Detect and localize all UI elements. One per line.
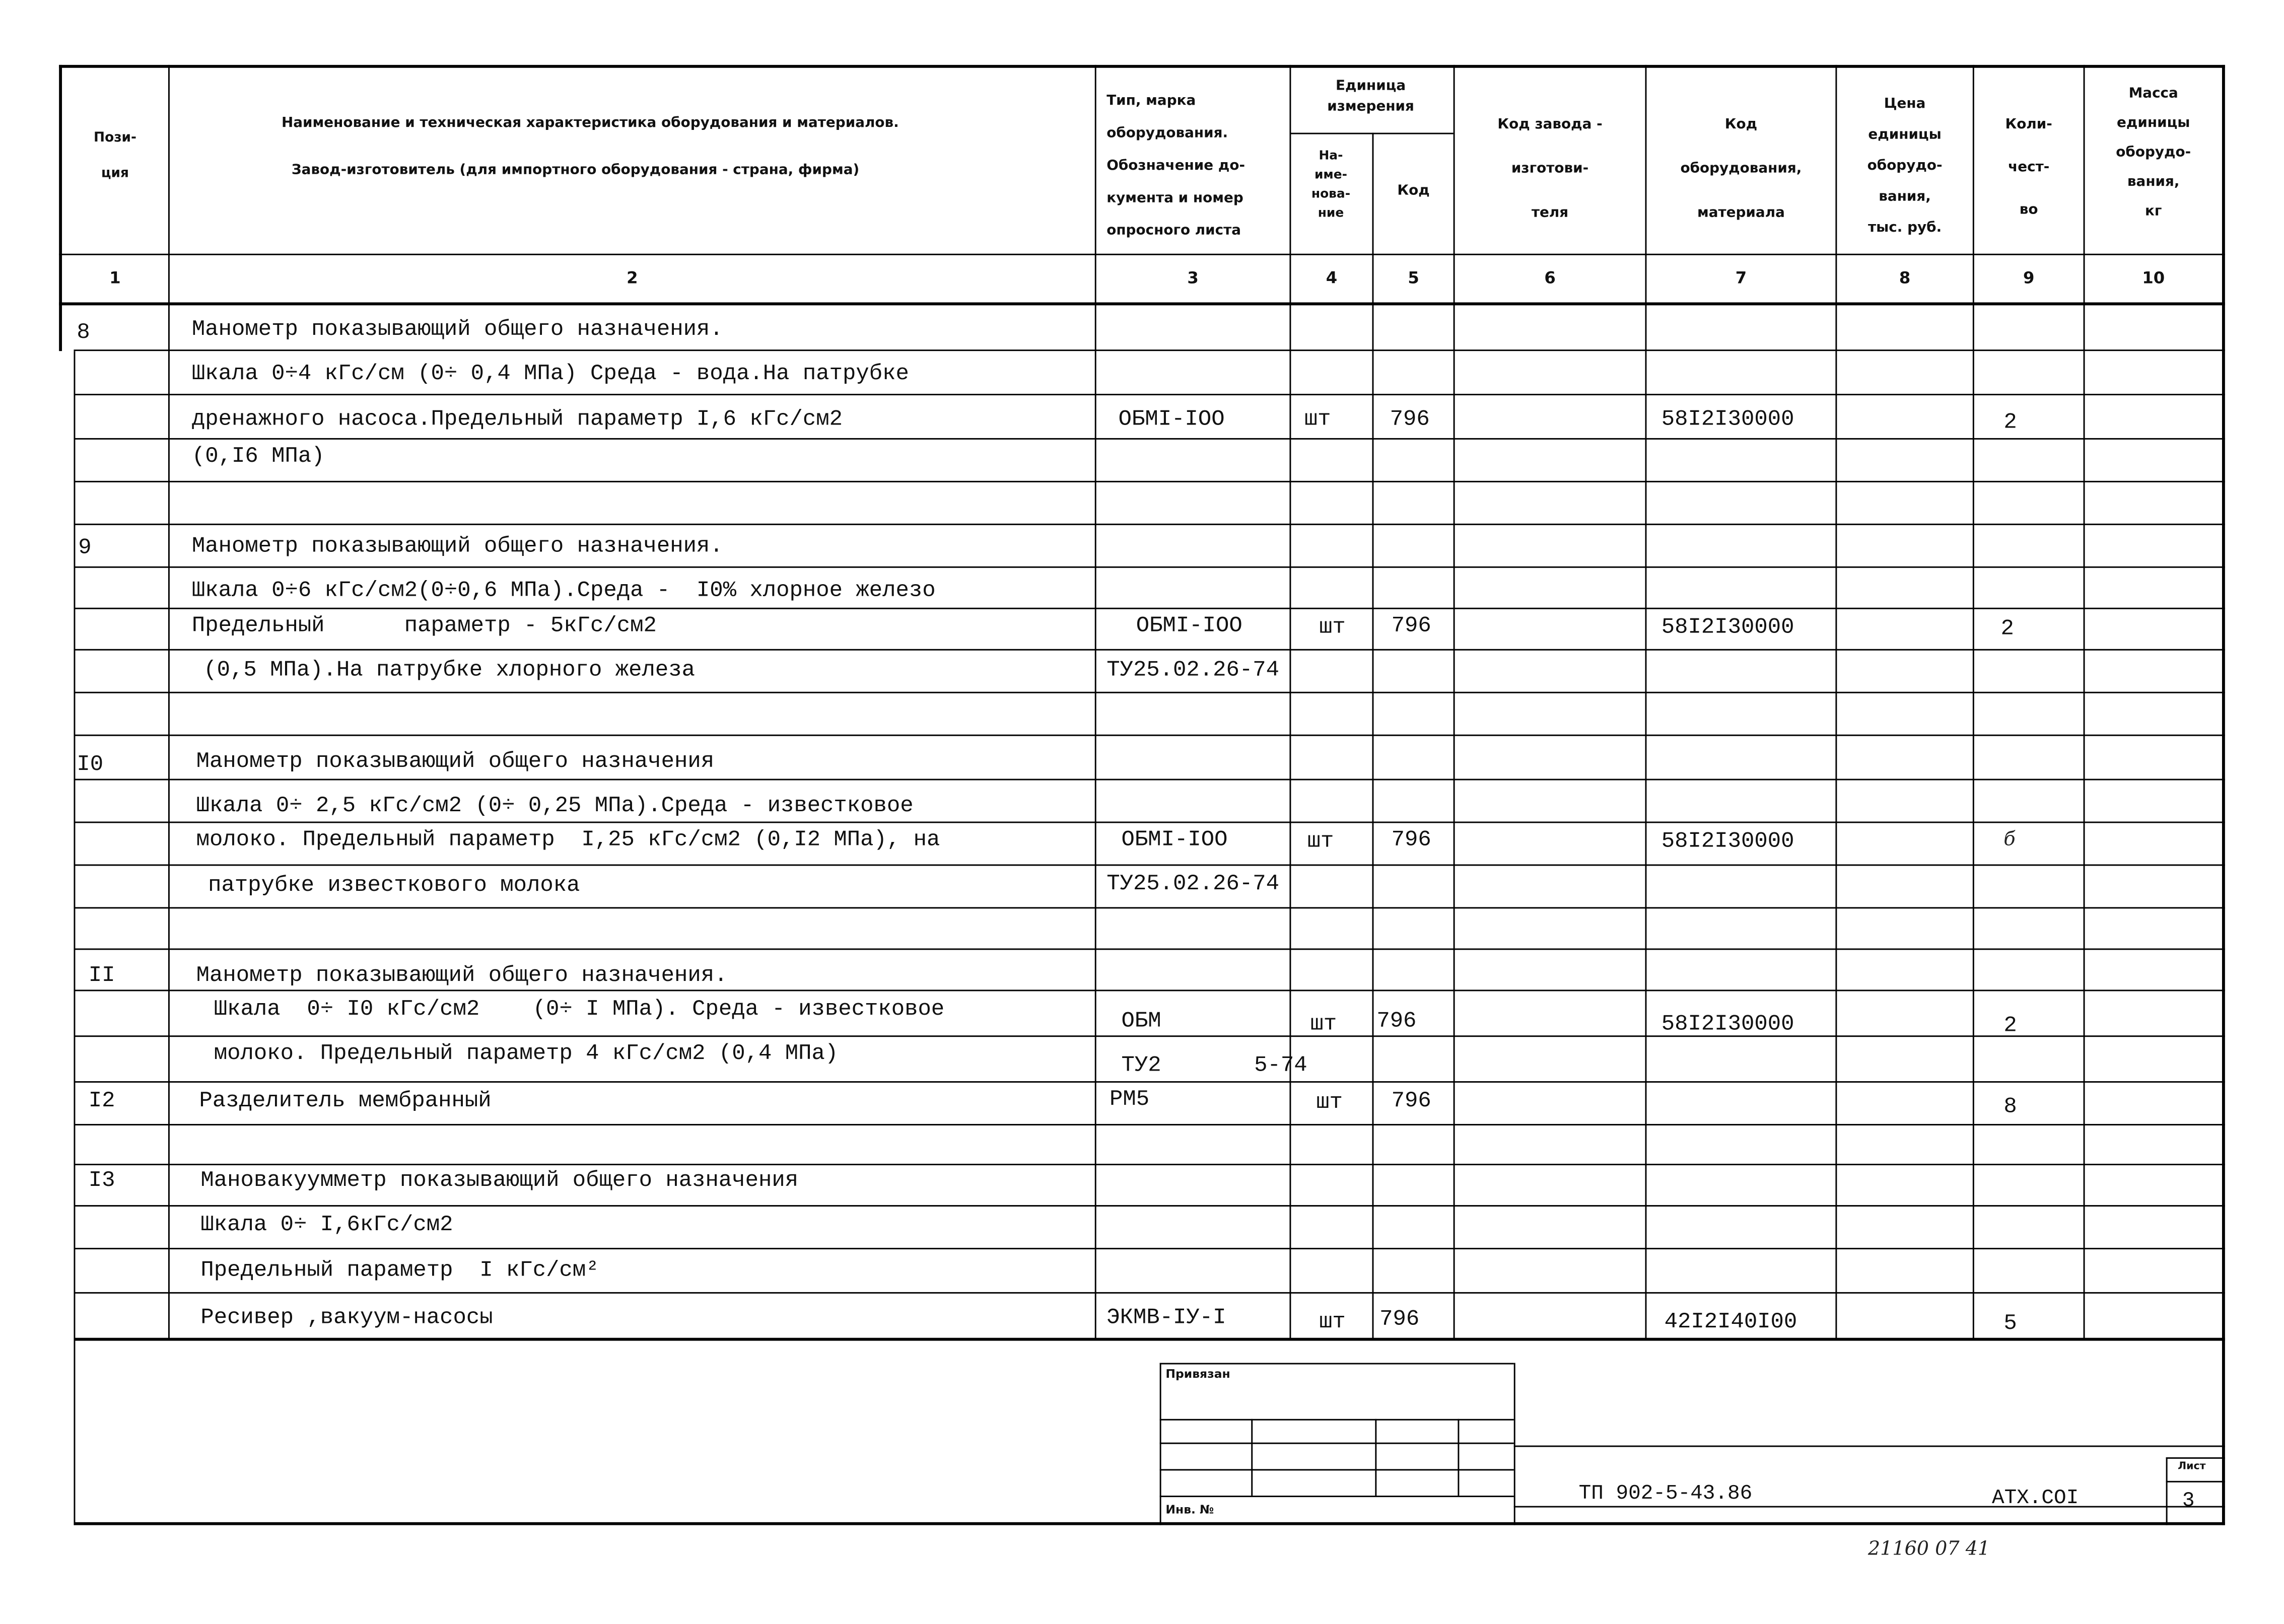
sheet-label: Лист bbox=[2178, 1460, 2206, 1472]
item-document: ТУ25.02.26-74 bbox=[1106, 658, 1280, 683]
item-type: ЭКМВ-IУ-I bbox=[1106, 1305, 1226, 1331]
project-number: ТП 902-5-43.86 bbox=[1578, 1482, 1753, 1506]
item-description: (0,5 МПа).На патрубке хлорного железа bbox=[203, 658, 696, 683]
colnum: 3 bbox=[1187, 268, 1199, 288]
position-number: 8 bbox=[77, 320, 90, 345]
position-number: I2 bbox=[88, 1088, 115, 1114]
sheet-number: 3 bbox=[2182, 1490, 2195, 1514]
item-description: Манометр показывающий общего назначения. bbox=[196, 963, 728, 988]
item-unit: шт bbox=[1304, 407, 1331, 433]
item-description: Ресивер ,вакуум-насосы bbox=[200, 1305, 493, 1331]
item-type: ОБМI-IОО bbox=[1121, 827, 1228, 853]
item-quantity: 2 bbox=[2003, 410, 2017, 436]
item-description: Шкала 0÷6 кГс/см2(0÷0,6 МПа).Среда - I0% хлорное железо bbox=[191, 578, 936, 604]
colnum: 6 bbox=[1544, 268, 1556, 288]
header-name-line1: Наименование и техническая характеристика оборудования и материалов. bbox=[281, 115, 899, 131]
header-quantity: Коли- чест- во bbox=[2005, 116, 2052, 219]
item-quantity: 2 bbox=[2003, 1013, 2017, 1039]
colnum: 10 bbox=[2142, 268, 2165, 288]
header-equipment-code: Код оборудования, материала bbox=[1680, 116, 1802, 222]
colnum: 8 bbox=[1899, 268, 1911, 288]
position-number: II bbox=[88, 963, 115, 988]
position-number: I0 bbox=[77, 752, 104, 778]
item-description: Мановакуумметр показывающий общего назначения bbox=[200, 1168, 799, 1193]
item-unit-code: 796 bbox=[1390, 407, 1430, 433]
item-description: молоко. Предельный параметр 4 кГс/см2 (0,4 МПа) bbox=[214, 1041, 839, 1067]
header-unit-code: Код bbox=[1397, 183, 1430, 199]
item-type: ОБМI-IОО bbox=[1136, 613, 1242, 639]
colnum: 9 bbox=[2023, 268, 2035, 288]
sheet-code: АТХ.СОI bbox=[1991, 1487, 2079, 1511]
position-number: 9 bbox=[78, 535, 92, 561]
item-description: Шкала 0÷4 кГс/см (0÷ 0,4 МПа) Среда - вода.На патрубке bbox=[191, 361, 909, 387]
item-quantity: 5 bbox=[2003, 1311, 2017, 1336]
stamp-bound-label: Привязан bbox=[1165, 1367, 1230, 1381]
item-description: Манометр показывающий общего назначения. bbox=[191, 534, 723, 559]
colnum: 7 bbox=[1735, 268, 1747, 288]
item-description: дренажного насоса.Предельный параметр I,6 кГс/см2 bbox=[191, 407, 843, 433]
item-type: РМ5 bbox=[1110, 1087, 1150, 1112]
item-unit: шт bbox=[1319, 615, 1346, 641]
item-description: Манометр показывающий общего назначения. bbox=[191, 317, 723, 342]
colnum: 2 bbox=[627, 268, 638, 288]
item-unit-code: 796 bbox=[1376, 1009, 1417, 1034]
item-description: Предельный параметр I кГс/см² bbox=[200, 1258, 599, 1284]
header-mass: Масса единицы оборудо- вания, кг bbox=[2116, 85, 2191, 220]
item-unit: шт bbox=[1316, 1090, 1343, 1115]
position-number: I3 bbox=[88, 1168, 115, 1193]
item-quantity: 2 bbox=[2000, 616, 2014, 642]
item-description: Разделитель мембранный bbox=[199, 1088, 492, 1114]
colnum: 1 bbox=[109, 268, 121, 288]
item-type: ОБМ bbox=[1121, 1009, 1161, 1034]
colnum: 4 bbox=[1326, 268, 1338, 288]
header-type: Тип, марка оборудования. Обозначение до- кумента и номер опросного листа bbox=[1106, 93, 1245, 239]
header-position: Пози- ция bbox=[94, 131, 136, 182]
item-unit-code: 796 bbox=[1391, 827, 1431, 853]
item-unit: шт bbox=[1310, 1012, 1337, 1037]
item-description: Шкала 0÷ I,6кГс/см2 bbox=[200, 1212, 453, 1238]
item-unit-code: 796 bbox=[1379, 1307, 1420, 1332]
item-description: Шкала 0÷ 2,5 кГс/см2 (0÷ 0,25 МПа).Среда - известковое bbox=[196, 793, 914, 819]
header-price: Цена единицы оборудо- вания, тыс. руб. bbox=[1867, 96, 1943, 236]
item-description: (0,I6 МПа) bbox=[191, 444, 325, 469]
header-manufacturer-code: Код завода - изготови- теля bbox=[1497, 116, 1603, 222]
stamp-inventory-label: Инв. № bbox=[1165, 1503, 1214, 1517]
item-description: Предельный параметр - 5кГс/см2 bbox=[191, 613, 657, 639]
item-equipment-code: 58I2I30000 bbox=[1661, 829, 1794, 854]
item-document: 5-74 bbox=[1254, 1053, 1307, 1079]
archive-number: 21160 07 41 bbox=[1867, 1538, 1990, 1561]
item-quantity: б bbox=[2003, 829, 2016, 852]
item-unit: шт bbox=[1307, 829, 1334, 854]
item-equipment-code: 42I2I40I00 bbox=[1664, 1310, 1797, 1335]
header-unit: Единица измерения bbox=[1327, 78, 1414, 115]
item-description: Шкала 0÷ I0 кГс/см2 (0÷ I МПа). Среда - известковое bbox=[214, 997, 945, 1022]
item-description: Манометр показывающий общего назначения bbox=[196, 749, 715, 774]
item-equipment-code: 58I2I30000 bbox=[1661, 615, 1794, 641]
item-unit: шт bbox=[1319, 1310, 1346, 1335]
item-quantity: 8 bbox=[2003, 1094, 2017, 1120]
header-unit-name: На- име- нова- ние bbox=[1311, 149, 1351, 222]
item-equipment-code: 58I2I30000 bbox=[1661, 1012, 1794, 1037]
item-description: патрубке известкового молока bbox=[208, 873, 580, 898]
item-unit-code: 796 bbox=[1391, 1088, 1431, 1114]
item-document: ТУ2 bbox=[1121, 1053, 1161, 1079]
item-description: молоко. Предельный параметр I,25 кГс/см2 (0,I2 МПа), на bbox=[196, 827, 940, 853]
item-document: ТУ25.02.26-74 bbox=[1106, 872, 1280, 897]
item-type: ОБМI-IОО bbox=[1118, 407, 1225, 433]
item-equipment-code: 58I2I30000 bbox=[1661, 407, 1794, 433]
colnum: 5 bbox=[1408, 268, 1419, 288]
item-unit-code: 796 bbox=[1391, 613, 1431, 639]
header-name-line2: Завод-изготовитель (для импортного оборудования - страна, фирма) bbox=[291, 162, 860, 179]
